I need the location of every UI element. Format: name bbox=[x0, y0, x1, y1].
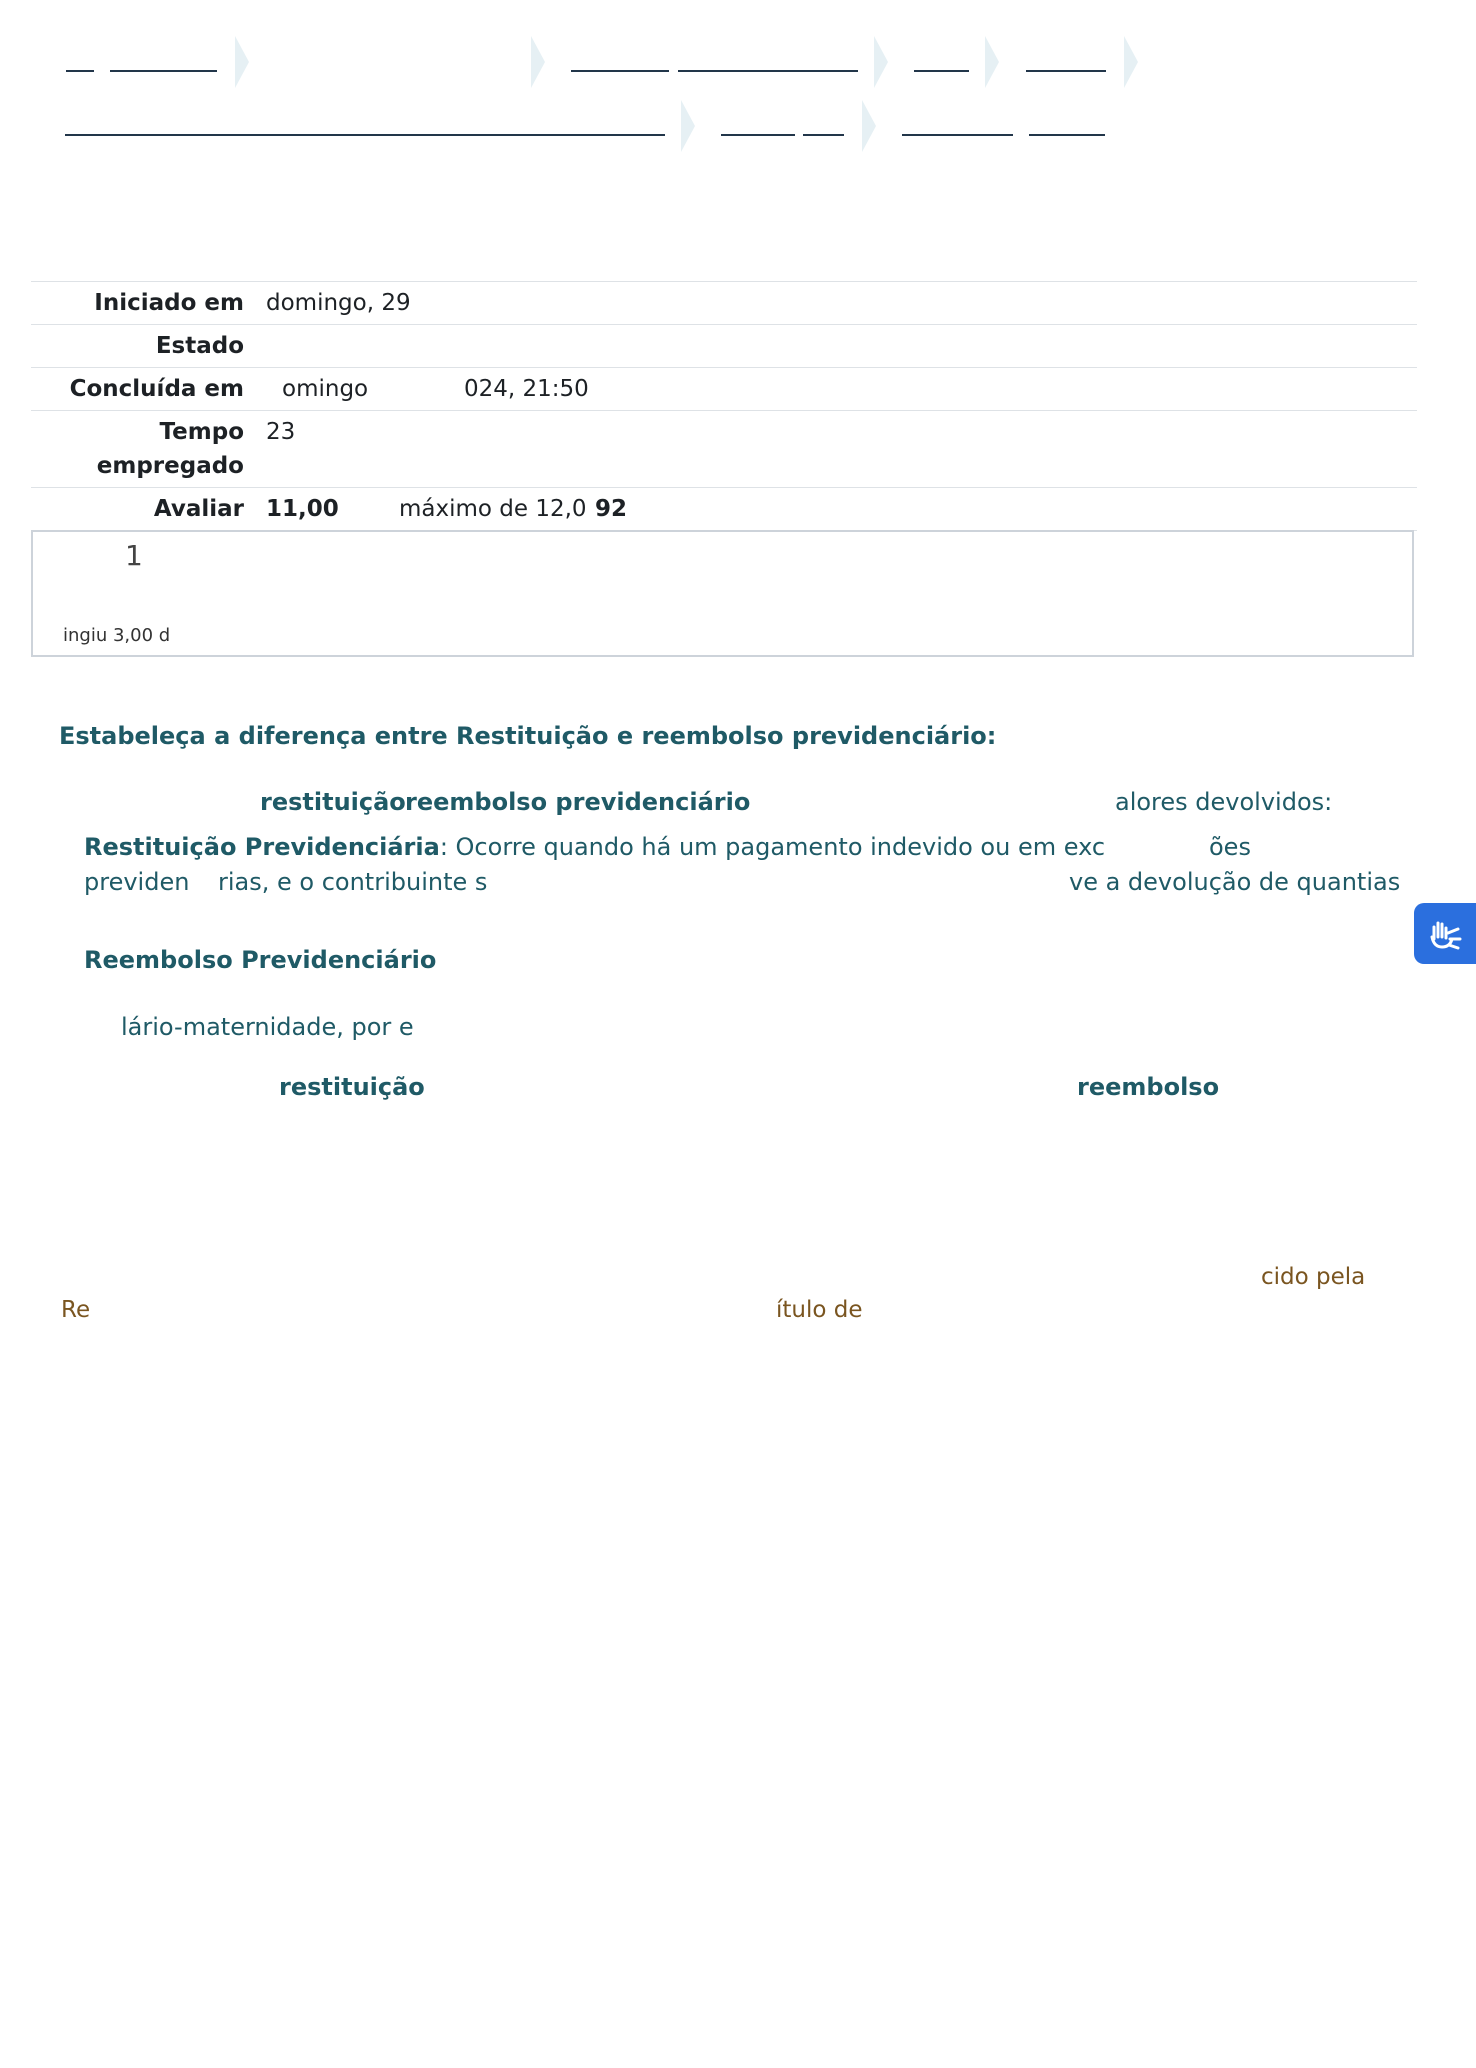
time-label bbox=[31, 411, 266, 487]
breadcrumb-link[interactable] bbox=[1026, 70, 1106, 72]
breadcrumb-link[interactable] bbox=[571, 70, 669, 72]
restituicao-paragraph-line1 bbox=[84, 831, 1105, 863]
breadcrumb-separator-icon bbox=[531, 36, 545, 88]
intro-reembolso: reembolso previdenciário bbox=[405, 788, 751, 816]
breadcrumb-separator-icon bbox=[874, 36, 888, 88]
restituicao-text: : Ocorre quando há um pagamento indevido ou em exc bbox=[439, 833, 1106, 861]
question-prompt: Estabeleça a diferença entre Restituição e reembolso previdenciário: bbox=[59, 722, 997, 750]
grade-score: 11,00 bbox=[266, 496, 339, 522]
restituicao-text-tail: ões bbox=[1209, 833, 1251, 861]
accessibility-button[interactable] bbox=[1414, 903, 1476, 964]
breadcrumb-link[interactable] bbox=[902, 134, 1013, 136]
restituicao-line2-c: ve a devolução de quantias bbox=[1069, 868, 1401, 896]
summary-restituicao: restituição bbox=[279, 1073, 425, 1101]
breadcrumb-link[interactable] bbox=[66, 70, 94, 72]
summary-row-started bbox=[31, 281, 1417, 324]
breadcrumb-link[interactable] bbox=[914, 70, 969, 72]
breadcrumb-link[interactable] bbox=[803, 134, 844, 136]
feedback-line1: cido pela bbox=[1261, 1264, 1366, 1290]
breadcrumb-link[interactable] bbox=[65, 134, 665, 136]
grade-label: Avaliar bbox=[153, 496, 244, 522]
breadcrumb-separator-icon bbox=[681, 100, 695, 152]
attempt-summary-table bbox=[31, 281, 1417, 531]
breadcrumb-link[interactable] bbox=[110, 70, 217, 72]
time-label-line2: empregado bbox=[96, 453, 244, 479]
feedback-line2-start: Re bbox=[61, 1297, 91, 1323]
question-info-box bbox=[31, 530, 1414, 657]
summary-row-state bbox=[31, 324, 1417, 367]
time-value: 23 bbox=[266, 419, 296, 445]
breadcrumb-separator-icon bbox=[985, 36, 999, 88]
started-value: domingo, 29 bbox=[266, 290, 411, 316]
breadcrumb-separator-icon bbox=[235, 36, 249, 88]
reembolso-text: lário-maternidade, por e bbox=[121, 1013, 414, 1041]
intro-restituicao: restituição bbox=[260, 788, 406, 816]
breadcrumb-separator-icon bbox=[862, 100, 876, 152]
reembolso-heading: Reembolso Previdenciário bbox=[84, 946, 437, 974]
grade-max: máximo de 12,0 bbox=[399, 496, 587, 522]
breadcrumb-link[interactable] bbox=[678, 70, 858, 72]
summary-row-completed bbox=[31, 367, 1417, 410]
summary-row-grade bbox=[31, 487, 1417, 531]
state-label: Estado bbox=[155, 333, 244, 359]
time-label-line1: Tempo bbox=[159, 419, 244, 445]
state-value bbox=[266, 325, 1417, 333]
completed-value-day: omingo bbox=[282, 376, 369, 402]
question-score: ingiu 3,00 d bbox=[63, 625, 171, 646]
completed-value-time: 024, 21:50 bbox=[464, 376, 589, 402]
hand-sign-icon bbox=[1426, 915, 1464, 953]
question-number: 1 bbox=[125, 539, 143, 572]
breadcrumb-link[interactable] bbox=[721, 134, 795, 136]
completed-value bbox=[266, 368, 1417, 410]
started-label: Iniciado em bbox=[94, 290, 244, 316]
restituicao-heading: Restituição Previdenciária bbox=[84, 833, 440, 861]
feedback-line2-mid: ítulo de bbox=[776, 1297, 863, 1323]
grade-value bbox=[266, 488, 1417, 530]
breadcrumb-link[interactable] bbox=[1029, 134, 1105, 136]
restituicao-line2-b: rias, e o contribuinte s bbox=[218, 868, 488, 896]
summary-row-time bbox=[31, 410, 1417, 487]
grade-percent: 92 bbox=[595, 496, 628, 522]
intro-tail: alores devolvidos: bbox=[1115, 788, 1333, 816]
completed-label: Concluída em bbox=[69, 376, 244, 402]
breadcrumb-separator-icon bbox=[1124, 36, 1138, 88]
summary-reembolso: reembolso bbox=[1077, 1073, 1220, 1101]
restituicao-line2-a: previden bbox=[84, 868, 190, 896]
